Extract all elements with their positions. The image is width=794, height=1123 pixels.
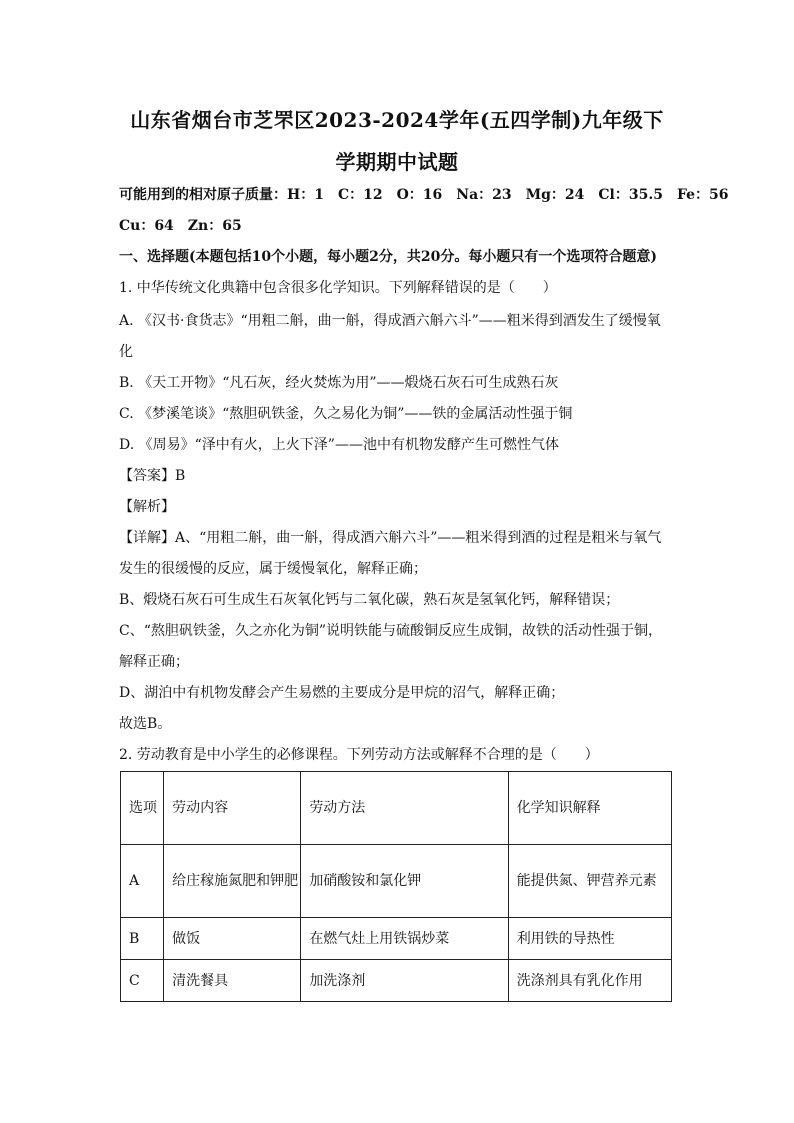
q1-option-c: C. 《梦溪笔谈》“熬胆矾铁釜，久之易化为铜”——铁的金属活动性强于铜 <box>119 406 573 422</box>
q1-detail-1: 【详解】A、“用粗二斛，曲一斛，得成酒六斛六斗”——粗米得到酒的过程是粗米与氧气 <box>119 530 662 546</box>
title-line-1: 山东省烟台市芝罘区2023-2024学年(五四学制)九年级下 <box>130 108 664 132</box>
atomic-masses-line-2: Cu：64 Zn：65 <box>119 218 242 234</box>
table-row <box>121 845 672 918</box>
q1-option-d: D. 《周易》“泽中有火，上火下泽”——池中有机物发酵产生可燃性气体 <box>119 437 559 453</box>
table-cell: 在燃气灶上用铁锅炒菜 <box>301 918 508 960</box>
q1-detail-5: 解释正确； <box>119 654 189 670</box>
header-cell-content: 劳动内容 <box>164 772 301 845</box>
q1-detail-2: 发生的很缓慢的反应，属于缓慢氧化，解释正确； <box>119 561 427 577</box>
q1-option-a-cont: 化 <box>119 344 133 360</box>
q1-analysis-label: 【解析】 <box>119 499 175 515</box>
q1-detail-4: C、“熬胆矾铁釜，久之亦化为铜”说明铁能与硫酸铜反应生成铜，故铁的活动性强于铜， <box>119 623 663 639</box>
table-row <box>121 960 672 1002</box>
q1-stem: 1. 中华传统文化典籍中包含很多化学知识。下列解释错误的是（ ） <box>119 280 557 296</box>
table-cell: A <box>121 845 164 918</box>
q1-detail-6: D、湖泊中有机物发酵会产生易燃的主要成分是甲烷的沼气，解释正确； <box>119 685 565 701</box>
table-cell: 洗涤剂具有乳化作用 <box>508 960 671 1002</box>
header-cell-method: 劳动方法 <box>301 772 508 845</box>
q1-conclusion: 故选B。 <box>119 716 172 732</box>
table-cell: 利用铁的导热性 <box>508 918 671 960</box>
table-cell: 能提供氮、钾营养元素 <box>508 845 671 918</box>
section-heading: 一、选择题(本题包括10个小题，每小题2分，共20分。每小题只有一个选项符合题意) <box>119 249 657 265</box>
q1-option-a: A. 《汉书·食货志》“用粗二斛，曲一斛，得成酒六斛六斗”——粗米得到酒发生了缓慢氧 <box>119 313 661 329</box>
table-cell: 加硝酸铵和氯化钾 <box>301 845 508 918</box>
q1-option-b: B. 《天工开物》“凡石灰，经火焚炼为用”——煅烧石灰石可生成熟石灰 <box>119 375 559 391</box>
table-cell: B <box>121 918 164 960</box>
header-cell-option: 选项 <box>121 772 164 845</box>
table-row <box>121 918 672 960</box>
table-cell: 加洗涤剂 <box>301 960 508 1002</box>
atomic-masses-line-1: 可能用到的相对原子质量：H：1 C：12 O：16 Na：23 Mg：24 Cl：35.5 Fe：56 <box>119 187 729 203</box>
header-cell-explanation: 化学知识解释 <box>508 772 671 845</box>
q1-detail-3: B、煅烧石灰石可生成生石灰氧化钙与二氧化碳，熟石灰是氢氧化钙，解释错误； <box>119 592 620 608</box>
q2-stem: 2. 劳动教育是中小学生的必修课程。下列劳动方法或解释不合理的是（ ） <box>119 747 599 763</box>
table-cell: 给庄稼施氮肥和钾肥 <box>164 845 301 918</box>
table-cell: 做饭 <box>164 918 301 960</box>
title-line-2: 学期期中试题 <box>335 150 459 174</box>
q2-options-table <box>120 771 672 1002</box>
table-cell: C <box>121 960 164 1002</box>
table-cell: 清洗餐具 <box>164 960 301 1002</box>
q1-answer: 【答案】B <box>119 468 186 484</box>
table-header-row <box>121 772 672 845</box>
